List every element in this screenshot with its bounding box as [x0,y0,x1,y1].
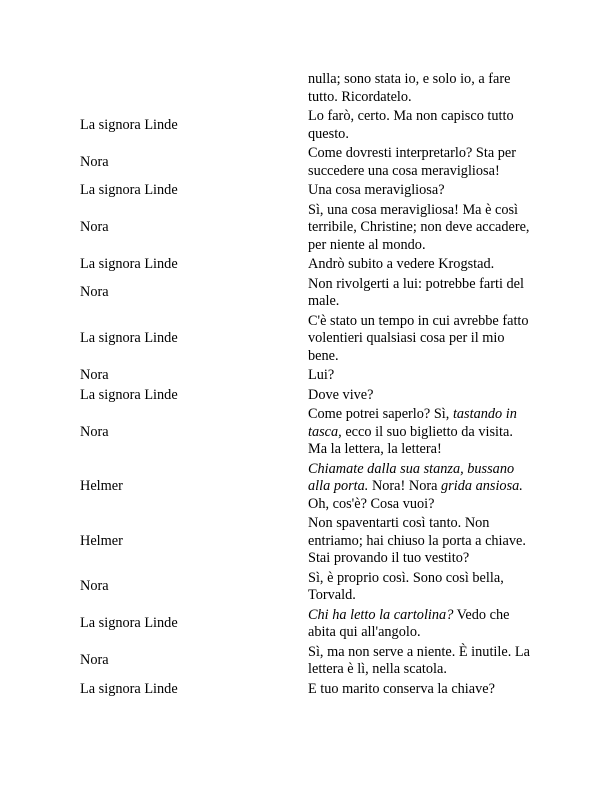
line-text: Sì, ma non serve a niente. È inutile. La lettera è lì, nella scatola. [308,643,530,677]
dialogue-line [308,644,533,679]
speaker-name: La signora Linde [80,330,178,346]
line-text: Come dovresti interpretarlo? Sta per succedere una cosa meravigliosa! [308,145,517,179]
dialogue-line [308,108,533,143]
line-text: Nora! Nora [368,478,442,494]
dialogue-line [308,145,533,180]
dialogue-line [308,406,533,459]
dialogue-row [80,367,540,385]
dialogue-line [308,461,533,514]
dialogue-row [80,182,540,200]
dialogue-row [80,406,540,459]
speaker-name: Nora [80,367,109,383]
dialogue-row [80,256,540,274]
line-text: C'è stato un tempo in cui avrebbe fatto volentieri qualsiasi cosa per il mio bene. [308,312,529,364]
dialogue-row [80,461,540,514]
line-text: Non spaventarti così tanto. Non entriamo; hai chiuso la porta a chiave. Stai provando il tuo vestito? [308,515,526,566]
stage-direction: tastando in tasca, [308,406,517,440]
line-text: Dove vive? [308,386,374,403]
speaker-name: Helmer [80,478,123,494]
speaker-name: La signora Linde [80,182,178,198]
speaker-name: Helmer [80,532,123,549]
line-text: E tuo marito conserva la chiave? [308,680,495,697]
dialogue-row [80,108,540,143]
speaker-name: Nora [80,284,109,301]
dialogue-row [80,387,540,405]
speaker-name: Nora [80,652,109,669]
dialogue-row [80,313,540,366]
speaker-name: La signora Linde [80,256,178,272]
dialogue-line [308,276,533,311]
line-text: Lo farò, certo. Ma non capisco tutto questo. [308,108,514,142]
line-text: Oh, cos'è? Cosa vuoi? [308,495,435,512]
speaker-name: La signora Linde [80,386,178,403]
dialogue-line [308,202,533,255]
dialogue-line [308,681,533,699]
line-text: Come potrei saperlo? Sì, [308,406,453,422]
dialogue-row [80,681,540,699]
line-text: Una cosa meravigliosa? [308,182,445,198]
line-text: Sì, è proprio così. Sono così bella, Torvald. [308,569,504,603]
line-text: nulla; sono stata io, e solo io, a fare tutto. Ricordatelo. [308,71,511,105]
speaker-name: La signora Linde [80,680,178,697]
speaker-name: Nora [80,578,109,595]
speaker-name: La signora Linde [80,116,178,133]
dialogue-table [80,71,540,700]
stage-direction: Chi ha letto la cartolina? [308,606,454,623]
dialogue-line [308,607,533,642]
dialogue-line [308,515,533,568]
speaker-name: Nora [80,423,109,440]
dialogue-row [80,515,540,568]
dialogue-line [308,313,533,366]
dialogue-line [308,387,533,405]
dialogue-line [308,256,533,274]
speaker-name: La signora Linde [80,615,178,632]
dialogue-line [308,71,533,106]
line-text: Sì, una cosa meravigliosa! Ma è così terribile, Christine; non deve accadere, per niente al mondo. [308,201,530,253]
dialogue-row [80,607,540,642]
dialogue-row [80,71,540,106]
stage-direction: Chiamate dalla sua stanza, bussano alla porta. [308,460,515,494]
dialogue-row [80,644,540,679]
dialogue-line [308,570,533,605]
dialogue-line [308,182,533,200]
line-text: Non rivolgerti a lui: potrebbe farti del male. [308,275,524,309]
dialogue-row [80,145,540,180]
line-text: ecco il suo biglietto da visita. Ma la lettera, la lettera! [308,423,513,457]
line-text: Lui? [308,367,335,383]
dialogue-row [80,202,540,255]
speaker-name: Nora [80,219,109,235]
speaker-name: Nora [80,153,109,170]
dialogue-line [308,367,533,385]
dialogue-row [80,570,540,605]
line-text: Vedo che abita qui all'angolo. [308,606,510,640]
line-text: Andrò subito a vedere Krogstad. [308,256,495,272]
stage-direction: grida ansiosa. [441,478,523,494]
dialogue-row [80,276,540,311]
